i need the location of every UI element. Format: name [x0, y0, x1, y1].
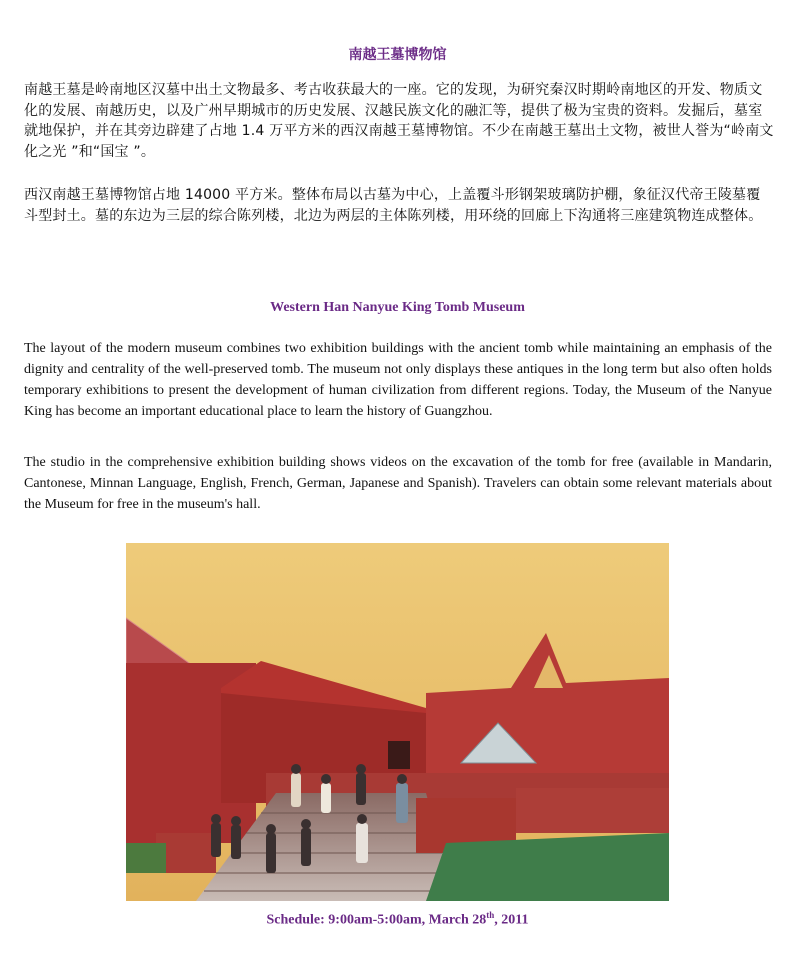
chinese-title: 南越王墓博物馆	[348, 47, 447, 63]
museum-photo	[126, 543, 669, 901]
chinese-paragraph-2: 西汉南越王墓博物馆占地 14000 平方米。整体布局以古墓为中心，上盖覆斗形钢架玻璃防护棚，象征汉代帝王陵墓覆斗型封土。墓的东边为三层的综合陈列楼，北边为两层的主体陈列楼，用环绕的回廊上下沟通将三座建筑物连成整体。	[24, 187, 763, 224]
english-paragraph-1: The layout of the modern museum combines two exhibition buildings with the ancient tomb while maintaining an emphasis of the dignity and centrality of the well-preserved tomb. The museum not only displays these antiques in the long term but also often holds temporary exhibitions to present the development of human civilization from different regions. Today, the Museum of the Nanyue King has become an important educational place to learn the history of Guangzhou.	[24, 341, 772, 419]
chinese-paragraph-1: 南越王墓是岭南地区汉墓中出土文物最多、考古收获最大的一座。它的发现，为研究秦汉时期岭南地区的开发、物质文化的发展、南越历史，以及广州早期城市的历史发展、汉越民族文化的融汇等，提供了极为宝贵的资料。发掘后，墓室就地保护，并在其旁边辟建了占地 1.4 万平方米的西汉南越王墓博物馆。不少在南越王墓出土文物，被世人誉为“岭南文化之光 ”和“国宝 ”。	[24, 82, 774, 160]
schedule-caption	[0, 910, 795, 929]
doorway	[388, 741, 410, 769]
schedule-suffix: , 2011	[494, 912, 529, 928]
grass-left	[126, 843, 166, 873]
grass-right	[426, 833, 669, 901]
schedule-superscript: th	[486, 910, 495, 920]
english-paragraph-2: The studio in the comprehensive exhibition building shows videos on the excavation of the tomb for free (available in Mandarin, Cantonese, Minnan Language, English, French, German, Japanese and Spanish). Travelers can obtain some relevant materials about the Museum for free in the museum's hall.	[24, 455, 772, 512]
museum-photo-illustration	[126, 543, 669, 901]
english-title: Western Han Nanyue King Tomb Museum	[270, 300, 525, 315]
right-wall	[516, 788, 669, 833]
schedule-prefix: Schedule: 9:00am-5:00am, March 28	[266, 912, 487, 928]
